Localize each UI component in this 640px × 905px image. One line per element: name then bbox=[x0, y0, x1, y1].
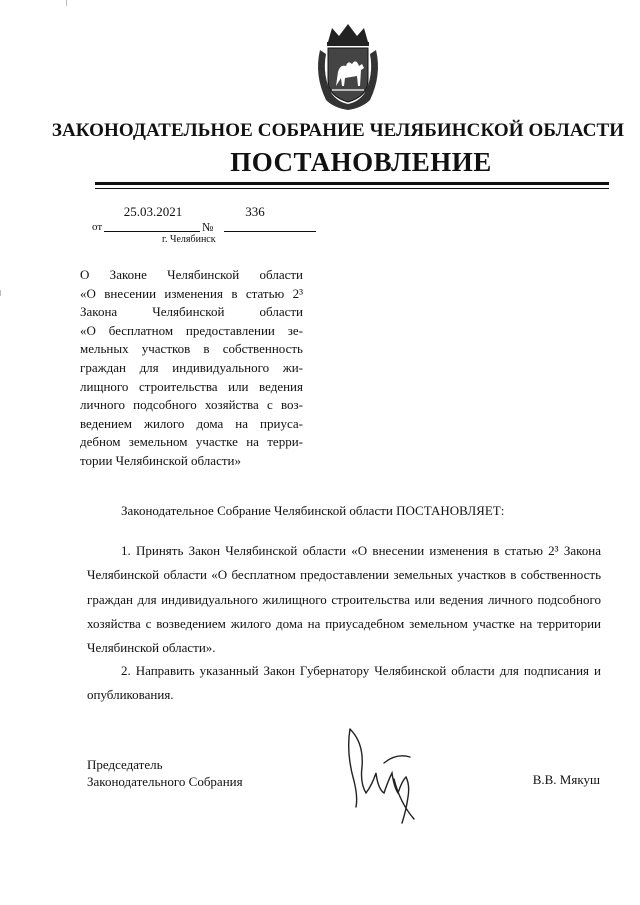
subject-line: О Законе Челябинской области bbox=[80, 267, 303, 282]
scan-mark bbox=[66, 0, 67, 6]
resolution-item-2 bbox=[87, 659, 601, 708]
organization-title: ЗАКОНОДАТЕЛЬНОЕ СОБРАНИЕ ЧЕЛЯБИНСКОЙ ОБЛАСТИ bbox=[51, 120, 625, 141]
subject-line: «О бесплатном предоставлении зе- bbox=[80, 322, 303, 338]
header-rule-thick bbox=[95, 182, 609, 185]
signatory-title bbox=[87, 756, 243, 790]
document-type-title: ПОСТАНОВЛЕНИЕ bbox=[230, 147, 492, 177]
subject-line: дебном земельном участке на терри- bbox=[80, 434, 303, 450]
subject-line: мельных участков в собственность bbox=[80, 341, 303, 357]
resolution-item-2-text: 2. Направить указанный Закон Губернатору Челябинской области для подписания и опубликования. bbox=[87, 663, 601, 703]
document-date: 25.03.2021 bbox=[123, 204, 183, 219]
resolution-item-1-text: 1. Принять Закон Челябинской области «О внесении изменения в статью 2³ Закона Челябинской области «О бесплатном предоставлении земельных участков в собственность граждан для индивидуального жилищного строительства или ведения личного подсобного хозяйства с возведением жилого дома на приусадебном земельном участке на территории Челябинской области». bbox=[87, 543, 601, 656]
subject-line: тории Челябинской области» bbox=[80, 452, 241, 468]
header-rule-thin bbox=[95, 188, 609, 189]
date-underline bbox=[104, 231, 200, 232]
resolution-intro: Законодательное Собрание Челябинской области ПОСТАНОВЛЯЕТ: bbox=[121, 503, 505, 518]
subject-line: Закона Челябинской области bbox=[80, 304, 303, 320]
document-number: 336 bbox=[245, 204, 265, 219]
number-underline bbox=[224, 231, 316, 232]
signatory-title-line: Председатель bbox=[87, 757, 163, 772]
handwritten-signature bbox=[336, 723, 426, 828]
scan-mark bbox=[0, 290, 1, 296]
coat-of-arms-emblem bbox=[312, 20, 384, 112]
subject-line: личного подсобного хозяйства с воз- bbox=[80, 397, 303, 413]
date-label: от bbox=[92, 221, 103, 233]
subject-line: лищного строительства или ведения bbox=[80, 378, 303, 394]
signatory-title-line: Законодательного Собрания bbox=[87, 774, 243, 789]
subject-line: граждан для индивидуального жи- bbox=[80, 359, 303, 375]
number-label: № bbox=[202, 220, 214, 234]
subject-line: «О внесении изменения в статью 2³ bbox=[80, 285, 303, 301]
subject-line: ведением жилого дома на приуса- bbox=[80, 415, 303, 431]
city-label: г. Челябинск bbox=[162, 234, 216, 245]
signatory-name: В.В. Мякуш bbox=[532, 772, 600, 787]
resolution-item-1 bbox=[87, 539, 601, 660]
document-subject bbox=[80, 266, 303, 471]
